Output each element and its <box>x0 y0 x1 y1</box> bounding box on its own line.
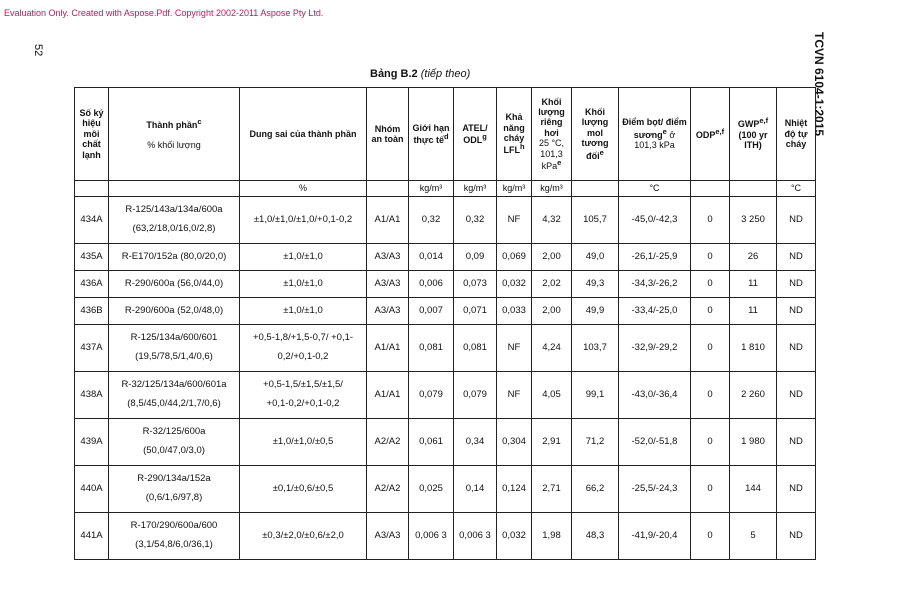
table-row <box>75 372 816 419</box>
lfl-cell: NF <box>497 325 532 372</box>
header-molar-mass <box>572 88 619 181</box>
tolerance-cell <box>240 197 367 244</box>
molar-mass-cell: 105,7 <box>572 197 619 244</box>
safety-group-cell: A3/A3 <box>367 298 409 325</box>
tolerance-cell-line1: ±1,0/±1,0/±1,0/+0,1-0,2 <box>253 213 353 225</box>
tolerance-cell-line1: ±0,3/±2,0/±0,6/±2,0 <box>262 529 344 541</box>
lfl-cell: 0,033 <box>497 298 532 325</box>
lfl-cell: NF <box>497 197 532 244</box>
composition-cell <box>109 466 240 513</box>
safety-group-cell: A1/A1 <box>367 372 409 419</box>
header-molar-mass-sup: e <box>599 147 604 157</box>
table-row <box>75 513 816 560</box>
unit-cell <box>572 181 619 197</box>
autoignition-cell: ND <box>777 325 816 372</box>
odp-cell: 0 <box>691 271 730 298</box>
limit-cell: 0,081 <box>409 325 454 372</box>
composition-cell <box>109 197 240 244</box>
atel-cell: 0,071 <box>454 298 497 325</box>
table-title-main: Bảng B.2 <box>370 68 418 80</box>
composition-cell-line1: R-170/290/600a/600 <box>130 520 218 532</box>
atel-cell: 0,14 <box>454 466 497 513</box>
limit-cell: 0,025 <box>409 466 454 513</box>
header-gwp <box>730 88 777 181</box>
header-atel <box>454 88 497 181</box>
code-cell: 438A <box>75 372 109 419</box>
tolerance-cell-line1: +0,5-1,8/+1,5-0,7/ +0,1- <box>252 332 354 344</box>
vapor-density-cell: 4,24 <box>532 325 572 372</box>
tolerance-cell-line2: 0,2/+0,1-0,2 <box>277 351 329 362</box>
gwp-cell: 3 250 <box>730 197 777 244</box>
composition-cell-line1: R-290/600a (56,0/44,0) <box>124 277 224 289</box>
code-cell: 437A <box>75 325 109 372</box>
header-bubble-point-sup: e <box>662 126 667 136</box>
odp-cell: 0 <box>691 513 730 560</box>
header-odp-label: ODP <box>695 129 716 140</box>
atel-cell: 0,081 <box>454 325 497 372</box>
table-row <box>75 325 816 372</box>
odp-cell: 0 <box>691 325 730 372</box>
atel-cell: 0,073 <box>454 271 497 298</box>
unit-cell: kg/m³ <box>454 181 497 197</box>
odp-cell: 0 <box>691 244 730 271</box>
odp-cell: 0 <box>691 197 730 244</box>
gwp-cell: 11 <box>730 298 777 325</box>
composition-cell-line2: (3,1/54,8/6,0/36,1) <box>135 539 213 550</box>
header-atel-sup: g <box>482 132 487 141</box>
unit-cell <box>691 181 730 197</box>
header-bubble-point-label: Điểm bọt/ điểm sương <box>622 117 687 140</box>
vapor-density-cell: 2,00 <box>532 244 572 271</box>
table-row <box>75 244 816 271</box>
autoignition-cell: ND <box>777 298 816 325</box>
tolerance-cell-line1: +0,5-1,5/±1,5/±1,5/ <box>263 379 343 391</box>
tolerance-cell-line2: +0,1-0,2/+0,1-0,2 <box>266 398 340 409</box>
header-odp <box>691 88 730 181</box>
limit-cell: 0,079 <box>409 372 454 419</box>
composition-cell-line1: R-125/143a/134a/600a <box>125 204 223 216</box>
tolerance-cell <box>240 244 367 271</box>
lfl-cell: 0,304 <box>497 419 532 466</box>
header-vapor-density-cond: 25 °C, 101,3 kPa <box>538 138 565 171</box>
gwp-cell: 1 810 <box>730 325 777 372</box>
header-composition-sup: c <box>197 117 202 127</box>
bubble-point-cell: -43,0/-36,4 <box>619 372 691 419</box>
autoignition-cell: ND <box>777 466 816 513</box>
composition-cell <box>109 325 240 372</box>
lfl-cell: 0,124 <box>497 466 532 513</box>
composition-cell <box>109 419 240 466</box>
atel-cell: 0,006 3 <box>454 513 497 560</box>
composition-cell-line1: R-125/134a/600/601 <box>130 332 218 344</box>
gwp-cell: 5 <box>730 513 777 560</box>
tolerance-cell-line1: ±1,0/±1,0 <box>283 304 323 316</box>
limit-cell: 0,061 <box>409 419 454 466</box>
limit-cell: 0,014 <box>409 244 454 271</box>
molar-mass-cell: 99,1 <box>572 372 619 419</box>
unit-cell <box>109 181 240 197</box>
tolerance-cell-line1: ±1,0/±1,0 <box>283 250 323 262</box>
safety-group-cell: A3/A3 <box>367 271 409 298</box>
table-title-suffix: (tiếp theo) <box>420 68 471 80</box>
header-gwp-sup: e,f <box>759 116 769 126</box>
header-composition-sub: % khối lượng <box>147 139 201 150</box>
unit-cell: °C <box>777 181 816 197</box>
composition-cell-line2: (19,5/78,5/1,4/0,6) <box>135 351 213 362</box>
tolerance-cell <box>240 298 367 325</box>
code-cell: 441A <box>75 513 109 560</box>
header-composition-label: Thành phần <box>146 120 198 131</box>
limit-cell: 0,006 3 <box>409 513 454 560</box>
tolerance-cell <box>240 271 367 298</box>
limit-cell: 0,006 <box>409 271 454 298</box>
autoignition-cell: ND <box>777 419 816 466</box>
composition-cell-line1: R-E170/152a (80,0/20,0) <box>121 250 227 262</box>
composition-cell <box>109 513 240 560</box>
safety-group-cell: A2/A2 <box>367 419 409 466</box>
composition-cell-line2: (50,0/47,0/3,0) <box>143 445 205 456</box>
tolerance-cell-line1: ±1,0/±1,0 <box>283 277 323 289</box>
gwp-cell: 26 <box>730 244 777 271</box>
tolerance-cell <box>240 325 367 372</box>
gwp-cell: 144 <box>730 466 777 513</box>
composition-cell <box>109 372 240 419</box>
bubble-point-cell: -33,4/-25,0 <box>619 298 691 325</box>
safety-group-cell: A3/A3 <box>367 513 409 560</box>
unit-cell <box>75 181 109 197</box>
lfl-cell: NF <box>497 372 532 419</box>
bubble-point-cell: -52,0/-51,8 <box>619 419 691 466</box>
safety-group-cell: A1/A1 <box>367 325 409 372</box>
header-lfl-sup: h <box>519 142 525 152</box>
standard-code: TCVN 6104-1:2015 <box>812 32 826 137</box>
vapor-density-cell: 1,98 <box>532 513 572 560</box>
tolerance-cell-line1: ±1,0/±1,0/±0,5 <box>272 435 334 447</box>
autoignition-cell: ND <box>777 513 816 560</box>
unit-cell: °C <box>619 181 691 197</box>
composition-cell-line1: R-32/125/600a <box>142 426 206 438</box>
vapor-density-cell: 2,71 <box>532 466 572 513</box>
atel-cell: 0,32 <box>454 197 497 244</box>
gwp-cell: 2 260 <box>730 372 777 419</box>
header-vapor-density-label: Khối lượng riêng hơi <box>538 96 565 138</box>
lfl-cell: 0,032 <box>497 513 532 560</box>
safety-group-cell: A2/A2 <box>367 466 409 513</box>
lfl-cell: 0,069 <box>497 244 532 271</box>
atel-cell: 0,079 <box>454 372 497 419</box>
tolerance-cell <box>240 372 367 419</box>
tolerance-cell <box>240 466 367 513</box>
odp-cell: 0 <box>691 298 730 325</box>
header-limit-label: Giới hạn thực tế <box>412 122 450 145</box>
header-safety-group: Nhóm an toàn <box>367 88 409 181</box>
bubble-point-cell: -45,0/-42,3 <box>619 197 691 244</box>
watermark-text: Evaluation Only. Created with Aspose.Pdf. Copyright 2002-2011 Aspose Pty Ltd. <box>4 8 324 18</box>
gwp-cell: 1 980 <box>730 419 777 466</box>
unit-cell: % <box>240 181 367 197</box>
header-composition <box>109 88 240 181</box>
atel-cell: 0,09 <box>454 244 497 271</box>
tolerance-cell <box>240 513 367 560</box>
unit-cell: kg/m³ <box>409 181 454 197</box>
composition-cell-line1: R-290/134a/152a <box>137 473 211 485</box>
atel-cell: 0,34 <box>454 419 497 466</box>
code-cell: 436A <box>75 271 109 298</box>
code-cell: 435A <box>75 244 109 271</box>
header-bubble-point <box>619 88 691 181</box>
composition-cell-line2: (63,2/18,0/16,0/2,8) <box>132 223 216 234</box>
molar-mass-cell: 49,0 <box>572 244 619 271</box>
vapor-density-cell: 2,02 <box>532 271 572 298</box>
header-lfl <box>497 88 532 181</box>
unit-cell: kg/m³ <box>532 181 572 197</box>
vapor-density-cell: 2,91 <box>532 419 572 466</box>
unit-cell <box>367 181 409 197</box>
autoignition-cell: ND <box>777 197 816 244</box>
composition-cell-line1: R-32/125/134a/600/601a <box>121 379 227 391</box>
vapor-density-cell: 2,00 <box>532 298 572 325</box>
odp-cell: 0 <box>691 419 730 466</box>
bubble-point-cell: -25,5/-24,3 <box>619 466 691 513</box>
unit-cell <box>730 181 777 197</box>
table-row <box>75 298 816 325</box>
tolerance-cell-line1: ±0,1/±0,6/±0,5 <box>272 482 334 494</box>
autoignition-cell: ND <box>777 271 816 298</box>
bubble-point-cell: -32,9/-29,2 <box>619 325 691 372</box>
autoignition-cell: ND <box>777 372 816 419</box>
limit-cell: 0,32 <box>409 197 454 244</box>
limit-cell: 0,007 <box>409 298 454 325</box>
header-vapor-density <box>532 88 572 181</box>
safety-group-cell: A1/A1 <box>367 197 409 244</box>
vapor-density-cell: 4,32 <box>532 197 572 244</box>
molar-mass-cell: 49,3 <box>572 271 619 298</box>
code-cell: 439A <box>75 419 109 466</box>
header-row <box>75 88 816 181</box>
header-gwp-cond: (100 yr ITH) <box>738 129 768 151</box>
bubble-point-cell: -34,3/-26,2 <box>619 271 691 298</box>
code-cell: 434A <box>75 197 109 244</box>
units-row <box>75 181 816 197</box>
composition-cell <box>109 298 240 325</box>
vapor-density-cell: 4,05 <box>532 372 572 419</box>
table-body <box>75 197 816 560</box>
header-limit-sup: d <box>443 132 449 141</box>
header-molar-mass-label: Khối lượng mol tương đối <box>581 107 609 161</box>
table-row <box>75 271 816 298</box>
header-bubble-point-cond: ở 101,3 kPa <box>634 129 676 151</box>
header-gwp-label: GWP <box>737 119 760 130</box>
header-tolerance: Dung sai của thành phần <box>240 88 367 181</box>
composition-cell <box>109 244 240 271</box>
table-row <box>75 466 816 513</box>
odp-cell: 0 <box>691 372 730 419</box>
gwp-cell: 11 <box>730 271 777 298</box>
code-cell: 436B <box>75 298 109 325</box>
molar-mass-cell: 103,7 <box>572 325 619 372</box>
unit-cell: kg/m³ <box>497 181 532 197</box>
molar-mass-cell: 48,3 <box>572 513 619 560</box>
molar-mass-cell: 71,2 <box>572 419 619 466</box>
composition-cell-line2: (0,6/1,6/97,8) <box>145 492 203 503</box>
lfl-cell: 0,032 <box>497 271 532 298</box>
molar-mass-cell: 49,9 <box>572 298 619 325</box>
autoignition-cell: ND <box>777 244 816 271</box>
header-code: Số ký hiệu môi chất lạnh <box>75 88 109 181</box>
header-vapor-density-sup: e <box>557 157 562 167</box>
composition-cell-line1: R-290/600a (52,0/48,0) <box>124 304 224 316</box>
bubble-point-cell: -26,1/-25,9 <box>619 244 691 271</box>
code-cell: 440A <box>75 466 109 513</box>
table-row <box>75 419 816 466</box>
tolerance-cell <box>240 419 367 466</box>
page-number: 52 <box>32 44 44 57</box>
composition-cell <box>109 271 240 298</box>
refrigerant-table <box>74 87 816 560</box>
safety-group-cell: A3/A3 <box>367 244 409 271</box>
header-odp-sup: e,f <box>715 126 725 136</box>
composition-cell-line2: (8,5/45,0/44,2/1,7/0,6) <box>127 398 221 409</box>
header-atel-label: ATEL/ ODL <box>462 122 488 145</box>
molar-mass-cell: 66,2 <box>572 466 619 513</box>
odp-cell: 0 <box>691 466 730 513</box>
bubble-point-cell: -41,9/-20,4 <box>619 513 691 560</box>
table-row <box>75 197 816 244</box>
table-title <box>370 68 470 80</box>
header-lfl-label: Khả năng cháy LFL <box>503 112 525 156</box>
header-autoignition: Nhiệt độ tự cháy <box>777 88 816 181</box>
header-limit <box>409 88 454 181</box>
